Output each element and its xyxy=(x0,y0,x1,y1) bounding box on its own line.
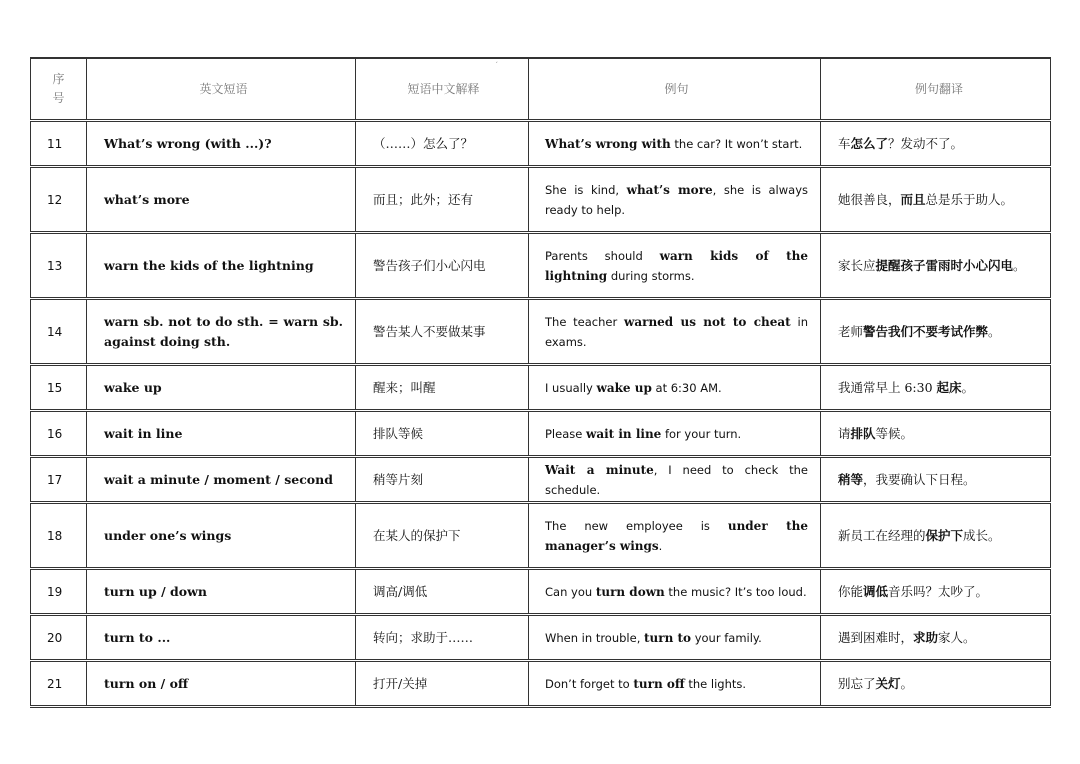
sentence-translation xyxy=(820,168,1051,231)
translation-fragment: 家人。 xyxy=(938,629,976,645)
english-phrase xyxy=(86,234,355,297)
header-no-text: 序 号 xyxy=(52,72,65,105)
example-sentence-text xyxy=(545,582,807,602)
row-number: 12 xyxy=(30,168,86,231)
header-translation: 例句翻译 xyxy=(820,59,1051,119)
english-phrase xyxy=(86,504,355,567)
english-phrase xyxy=(86,122,355,165)
translation-fragment: 车 xyxy=(838,135,851,151)
translation-fragment: 。 xyxy=(988,323,1001,339)
example-sentence xyxy=(528,458,820,501)
english-phrase xyxy=(86,366,355,409)
example-sentence-text xyxy=(545,674,746,694)
key-phrase: turn down xyxy=(595,584,665,599)
example-sentence-text xyxy=(545,134,802,154)
translation-fragment: ？发动不了。 xyxy=(888,135,964,151)
key-phrase: wake up xyxy=(596,380,652,395)
table-row xyxy=(30,662,1051,708)
sentence-fragment: I usually xyxy=(545,380,597,395)
sentence-fragment: . xyxy=(658,538,663,553)
english-phrase xyxy=(86,412,355,455)
key-translation: 关灯 xyxy=(875,675,901,691)
translation-fragment: 我通常早上 6:30 xyxy=(838,379,937,395)
english-phrase-text: under one’s wings xyxy=(104,527,232,543)
vocabulary-table xyxy=(30,57,1051,708)
sentence-fragment: the car? It won’t start. xyxy=(670,136,803,151)
english-phrase xyxy=(86,662,355,705)
translation-fragment: 她很善良， xyxy=(838,191,901,207)
table-row xyxy=(30,412,1051,458)
example-sentence-text xyxy=(545,516,808,556)
sentence-translation xyxy=(820,122,1051,165)
english-phrase-text: turn to ... xyxy=(104,629,171,645)
chinese-meaning-text: 转向；求助于…… xyxy=(373,629,474,645)
key-phrase: What’s wrong with xyxy=(545,136,671,151)
row-number: 13 xyxy=(30,234,86,297)
english-phrase-text: what’s more xyxy=(104,191,190,207)
english-phrase xyxy=(86,616,355,659)
example-sentence xyxy=(528,122,820,165)
sentence-translation xyxy=(820,366,1051,409)
table-row xyxy=(30,366,1051,412)
chinese-meaning xyxy=(355,366,528,409)
example-sentence-text xyxy=(545,424,741,444)
sentence-fragment: , she is always ready to help. xyxy=(545,182,808,217)
sentence-fragment: at 6:30 AM. xyxy=(651,380,722,395)
chinese-meaning-text: 稍等片刻 xyxy=(373,471,424,487)
example-sentence-text xyxy=(545,246,808,286)
chinese-meaning xyxy=(355,458,528,501)
sentence-fragment: The new employee is xyxy=(545,518,728,533)
sentence-fragment: Can you xyxy=(545,584,596,599)
translation-fragment: 老师 xyxy=(838,323,864,339)
row-number: 21 xyxy=(30,662,86,705)
example-sentence-text xyxy=(545,312,808,352)
chinese-meaning xyxy=(355,504,528,567)
translation-fragment: 。 xyxy=(961,379,975,395)
translation-fragment: 你能 xyxy=(838,583,864,599)
sentence-translation-text xyxy=(838,470,976,490)
table-row xyxy=(30,616,1051,662)
chinese-meaning-text: 警告孩子们小心闪电 xyxy=(373,257,486,273)
key-translation: 起床 xyxy=(936,379,962,395)
translation-fragment: 家长应 xyxy=(838,257,876,273)
key-phrase: wait in line xyxy=(585,426,662,441)
table-header-row xyxy=(30,57,1051,122)
sentence-translation-text xyxy=(838,582,988,602)
example-sentence xyxy=(528,168,820,231)
sentence-fragment: Please xyxy=(545,426,586,441)
example-sentence-text xyxy=(545,180,808,220)
header-meaning: 短语中文解释 xyxy=(355,59,528,119)
translation-fragment: 总是乐于助人。 xyxy=(925,191,1014,207)
sentence-fragment: during storms. xyxy=(607,268,695,283)
english-phrase xyxy=(86,168,355,231)
row-number: 20 xyxy=(30,616,86,659)
example-sentence xyxy=(528,662,820,705)
english-phrase xyxy=(86,458,355,501)
sentence-fragment: She is kind, xyxy=(545,182,627,197)
sentence-translation-text xyxy=(838,378,974,398)
example-sentence xyxy=(528,570,820,613)
row-number: 18 xyxy=(30,504,86,567)
table-row xyxy=(30,122,1051,168)
sentence-fragment: your family. xyxy=(691,630,762,645)
translation-fragment: 遇到困难时， xyxy=(838,629,914,645)
english-phrase xyxy=(86,300,355,363)
english-phrase-text: turn up / down xyxy=(104,583,207,599)
table-row xyxy=(30,458,1051,504)
key-phrase: warn kids of the lightning xyxy=(545,248,808,283)
chinese-meaning xyxy=(355,570,528,613)
translation-fragment: 等候。 xyxy=(875,425,914,441)
row-number: 17 xyxy=(30,458,86,501)
sentence-translation-text xyxy=(838,526,1001,546)
chinese-meaning-text: 在某人的保护下 xyxy=(373,527,461,543)
sentence-fragment: Don’t forget to xyxy=(545,676,634,691)
sentence-translation xyxy=(820,234,1051,297)
key-translation: 提醒孩子雷雨时小心闪电 xyxy=(875,257,1014,273)
chinese-meaning-text: 而且；此外；还有 xyxy=(373,191,474,207)
key-translation: 排队 xyxy=(850,425,876,441)
chinese-meaning xyxy=(355,662,528,705)
english-phrase-text: warn the kids of the lightning xyxy=(104,257,314,273)
sentence-fragment: The teacher xyxy=(545,314,625,329)
key-translation: 稍等 xyxy=(838,471,864,487)
example-sentence-text xyxy=(545,460,808,500)
sentence-fragment: , I need to check the schedule. xyxy=(545,462,808,497)
translation-fragment: 别忘了 xyxy=(838,675,876,691)
english-phrase-text: wake up xyxy=(104,379,162,395)
example-sentence-text xyxy=(545,378,722,398)
translation-fragment: 请 xyxy=(838,425,851,441)
row-number: 16 xyxy=(30,412,86,455)
key-phrase: warned us not to cheat xyxy=(624,314,791,329)
example-sentence xyxy=(528,504,820,567)
chinese-meaning xyxy=(355,122,528,165)
sentence-translation-text xyxy=(838,674,913,694)
key-phrase: under the manager’s wings xyxy=(545,518,808,553)
chinese-meaning-text: 警告某人不要做某事 xyxy=(373,323,486,339)
english-phrase xyxy=(86,570,355,613)
key-translation: 怎么了 xyxy=(850,135,889,151)
key-phrase: Wait a minute xyxy=(545,462,654,477)
key-phrase: turn off xyxy=(633,676,685,691)
english-phrase-text: wait in line xyxy=(104,425,183,441)
chinese-meaning-text: （……）怎么了？ xyxy=(373,135,474,151)
example-sentence xyxy=(528,234,820,297)
sentence-fragment: for your turn. xyxy=(661,426,742,441)
translation-fragment: 。 xyxy=(1013,257,1026,273)
table-row xyxy=(30,234,1051,300)
sentence-translation-text xyxy=(838,424,913,444)
translation-fragment: ，我要确认下日程。 xyxy=(863,471,976,487)
english-phrase-text: warn sb. not to do sth. = warn sb. against doing sth. xyxy=(104,313,343,349)
example-sentence-text xyxy=(545,628,762,648)
chinese-meaning xyxy=(355,616,528,659)
translation-fragment: 。 xyxy=(900,675,914,691)
sentence-translation xyxy=(820,458,1051,501)
chinese-meaning xyxy=(355,412,528,455)
header-example: 例句 xyxy=(528,59,820,119)
key-translation: 保护下 xyxy=(925,527,964,543)
sentence-translation-text xyxy=(838,628,976,648)
sentence-translation xyxy=(820,300,1051,363)
sentence-translation-text xyxy=(838,190,1013,210)
translation-fragment: 音乐吗？太吵了。 xyxy=(888,583,989,599)
key-translation: 警告我们不要考试作弊 xyxy=(863,323,989,339)
row-number: 15 xyxy=(30,366,86,409)
table-row xyxy=(30,504,1051,570)
sentence-fragment: Parents should xyxy=(545,248,660,263)
sentence-fragment: in exams. xyxy=(545,314,809,349)
sentence-translation xyxy=(820,662,1051,705)
chinese-meaning-text: 醒来；叫醒 xyxy=(373,379,436,395)
chinese-meaning-text: 排队等候 xyxy=(373,425,424,441)
example-sentence xyxy=(528,300,820,363)
key-phrase: turn to xyxy=(644,630,692,645)
english-phrase-text: What’s wrong (with ...)? xyxy=(104,135,272,151)
sentence-fragment: the music? It’s too loud. xyxy=(664,584,807,599)
translation-fragment: 新员工在经理的 xyxy=(838,527,926,543)
sentence-translation-text xyxy=(838,134,963,154)
table-row xyxy=(30,168,1051,234)
table-row xyxy=(30,570,1051,616)
table-row xyxy=(30,300,1051,366)
key-translation: 而且 xyxy=(900,191,926,207)
header-no xyxy=(30,59,86,119)
header-tick-mark: ˊ xyxy=(495,62,498,69)
sentence-translation-text xyxy=(838,256,1026,276)
sentence-fragment: When in trouble, xyxy=(545,630,645,645)
english-phrase-text: turn on / off xyxy=(104,675,189,691)
chinese-meaning-text: 调高/调低 xyxy=(373,583,428,599)
sentence-translation xyxy=(820,616,1051,659)
chinese-meaning xyxy=(355,168,528,231)
row-number: 19 xyxy=(30,570,86,613)
table-body xyxy=(30,122,1051,708)
example-sentence xyxy=(528,366,820,409)
key-phrase: what’s more xyxy=(626,182,713,197)
example-sentence xyxy=(528,412,820,455)
translation-fragment: 成长。 xyxy=(963,527,1001,543)
sentence-translation xyxy=(820,504,1051,567)
chinese-meaning xyxy=(355,234,528,297)
sentence-fragment: the lights. xyxy=(684,676,747,691)
english-phrase-text: wait a minute / moment / second xyxy=(104,471,333,487)
key-translation: 调低 xyxy=(863,583,889,599)
example-sentence xyxy=(528,616,820,659)
row-number: 14 xyxy=(30,300,86,363)
sentence-translation xyxy=(820,570,1051,613)
row-number: 11 xyxy=(30,122,86,165)
chinese-meaning-text: 打开/关掉 xyxy=(373,675,428,691)
header-phrase: 英文短语 xyxy=(86,59,355,119)
sentence-translation xyxy=(820,412,1051,455)
chinese-meaning xyxy=(355,300,528,363)
sentence-translation-text xyxy=(838,322,1001,342)
key-translation: 求助 xyxy=(913,629,939,645)
